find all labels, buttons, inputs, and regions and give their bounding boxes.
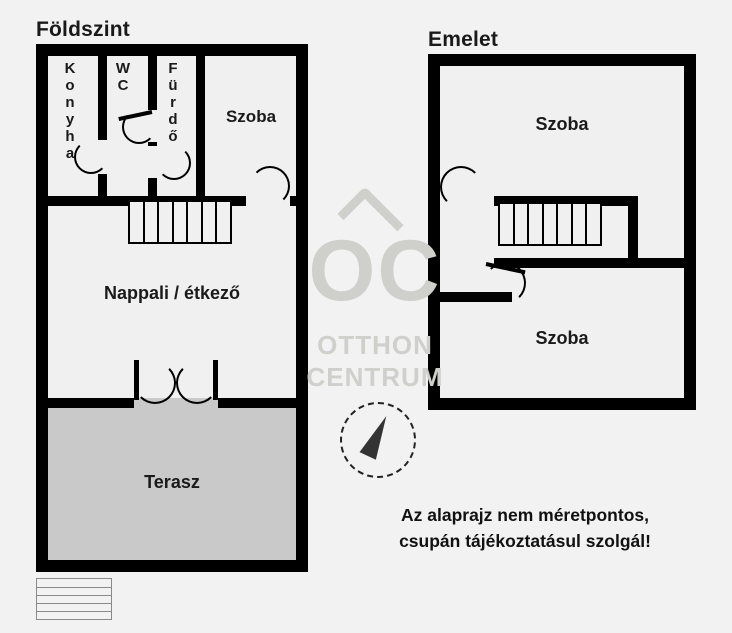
- konyha-letter-1: K: [64, 60, 76, 77]
- upper-wall-top: [428, 54, 696, 66]
- room-label-wc: [113, 60, 133, 94]
- upper-floor-title: Emelet: [428, 28, 499, 51]
- stair-step: [159, 202, 174, 242]
- door-opening-furdo: [148, 146, 157, 178]
- room-label-szoba-upper-bottom: Szoba: [535, 328, 589, 348]
- stair-step: [145, 202, 160, 242]
- watermark-logo-text: OC: [308, 223, 442, 319]
- stair-step: [130, 202, 145, 242]
- upper-wall-right: [684, 54, 696, 410]
- konyha-letter-2: o: [65, 77, 75, 94]
- door-swing-terrace-left: [134, 362, 176, 404]
- upper-wall-stub: [626, 258, 640, 264]
- ground-stairs: [128, 200, 232, 244]
- furdo-letter-1: F: [168, 60, 178, 77]
- watermark-line-2: CENTRUM: [306, 362, 444, 392]
- outdoor-step: [37, 595, 111, 596]
- konyha-letter-6: a: [65, 145, 75, 162]
- watermark-line-1: OTTHON: [317, 330, 433, 360]
- furdo-letter-3: r: [170, 94, 176, 111]
- room-label-nappali: Nappali / étkező: [103, 283, 241, 303]
- konyha-letter-5: h: [65, 128, 75, 145]
- konyha-letter-4: y: [65, 111, 75, 128]
- stair-step: [174, 202, 189, 242]
- upper-stairs: [498, 202, 602, 246]
- room-label-terasz: Terasz: [144, 472, 200, 492]
- outdoor-step: [37, 611, 111, 612]
- door-swing-furdo: [157, 146, 191, 180]
- ground-floor-title: Földszint: [36, 18, 130, 41]
- room-label-furdo: [163, 60, 183, 145]
- stair-step: [500, 204, 515, 244]
- ground-wall-top: [36, 44, 308, 56]
- disclaimer-line-2: csupán tájékoztatásul szolgál!: [399, 531, 651, 551]
- stair-step: [558, 204, 573, 244]
- outdoor-step: [37, 603, 111, 604]
- door-swing-wc: [122, 110, 156, 144]
- stair-step: [544, 204, 559, 244]
- ground-wall-bottom: [36, 560, 308, 572]
- stair-step: [529, 204, 544, 244]
- disclaimer-text: [340, 502, 710, 554]
- stair-step: [515, 204, 530, 244]
- door-swing-szoba-ground: [250, 166, 290, 206]
- ground-partition-szoba: [196, 54, 205, 196]
- wc-letter-2: C: [117, 77, 129, 94]
- upper-wall-bottom: [428, 398, 696, 410]
- stair-step: [188, 202, 203, 242]
- furdo-letter-5: ő: [168, 128, 178, 145]
- door-swing-szoba-upper-top: [440, 166, 482, 208]
- outdoor-steps: [36, 578, 112, 620]
- room-label-szoba-upper-top: Szoba: [535, 114, 589, 134]
- north-arrow-icon: [340, 402, 416, 478]
- roof-icon: [337, 186, 403, 252]
- furdo-letter-4: d: [168, 111, 178, 128]
- ground-partition-1: [98, 54, 107, 196]
- stair-step: [203, 202, 218, 242]
- stair-step: [217, 202, 230, 242]
- upper-wall-hall-bottom: [494, 258, 696, 268]
- outdoor-step: [37, 587, 111, 588]
- room-label-szoba-ground: Szoba: [225, 107, 277, 126]
- disclaimer-line-1: Az alaprajz nem méretpontos,: [401, 505, 649, 525]
- stair-step: [587, 204, 600, 244]
- stair-step: [573, 204, 588, 244]
- upper-wall-left: [428, 54, 440, 410]
- konyha-letter-3: n: [65, 94, 75, 111]
- door-swing-terrace-right: [176, 362, 218, 404]
- furdo-letter-2: ü: [168, 77, 178, 94]
- wc-letter-1: W: [115, 60, 131, 77]
- door-swing-konyha: [74, 140, 108, 174]
